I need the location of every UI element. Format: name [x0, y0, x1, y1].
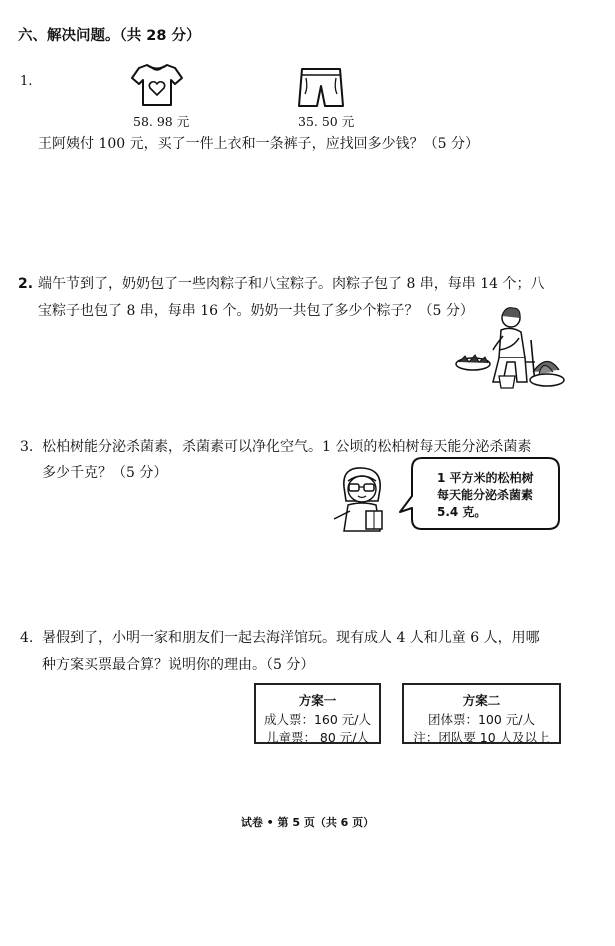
question-3-number: 3.: [20, 439, 34, 455]
shirt-price: 58. 98 元: [133, 114, 190, 129]
bubble-line-3: 5.4 克。: [437, 505, 487, 519]
question-4-line-2: 种方案买票最合算？说明你的理由。（5 分）: [42, 657, 315, 673]
shorts-icon: [297, 66, 345, 110]
plan-1-adult-price: 成人票：160 元/人: [263, 712, 372, 727]
plan-1-box: [254, 683, 381, 744]
plan-2-note: 注：团队要 10 人及以上: [413, 730, 550, 745]
question-3-line-2: 多少千克？（5 分）: [42, 465, 168, 481]
section-title: 六、解决问题。（共 28 分）: [18, 28, 201, 44]
question-2-line-2: 宝粽子也包了 8 串，每串 16 个。奶奶一共包了多少个粽子？（5 分）: [38, 303, 474, 319]
bubble-line-1: 1 平方米的松柏树: [437, 471, 534, 485]
plan-2-box: [402, 683, 561, 744]
bubble-line-2: 每天能分泌杀菌素: [437, 488, 534, 502]
page-footer: 试卷 • 第 5 页（共 6 页）: [240, 816, 375, 829]
question-2-number: 2.: [18, 276, 34, 292]
plan-1-child-price: 儿童票： 80 元/人: [265, 730, 370, 745]
question-1-text: 王阿姨付 100 元，买了一件上衣和一条裤子，应找回多少钱？（5 分）: [38, 136, 479, 152]
question-4-line-1: 暑假到了，小明一家和朋友们一起去海洋馆玩。现有成人 4 人和儿童 6 人，用哪: [42, 630, 540, 646]
grandma-wrapping-zongzi-illustration: [455, 302, 565, 390]
plan-2-title: 方案二: [462, 693, 501, 708]
girl-with-glasses-illustration: [332, 465, 398, 533]
question-2-line-1: 端午节到了，奶奶包了一些肉粽子和八宝粽子。肉粽子包了 8 串，每串 14 个；八: [38, 276, 545, 292]
pants-price: 35. 50 元: [298, 114, 355, 129]
question-3-line-1: 松柏树能分泌杀菌素，杀菌素可以净化空气。1 公顷的松柏树每天能分泌杀菌素: [42, 439, 532, 455]
plan-2-group-price: 团体票：100 元/人: [427, 712, 536, 727]
plan-1-title: 方案一: [298, 693, 337, 708]
question-4-number: 4.: [20, 630, 34, 646]
t-shirt-heart-icon: [130, 62, 184, 108]
question-1-number: 1.: [20, 74, 33, 89]
